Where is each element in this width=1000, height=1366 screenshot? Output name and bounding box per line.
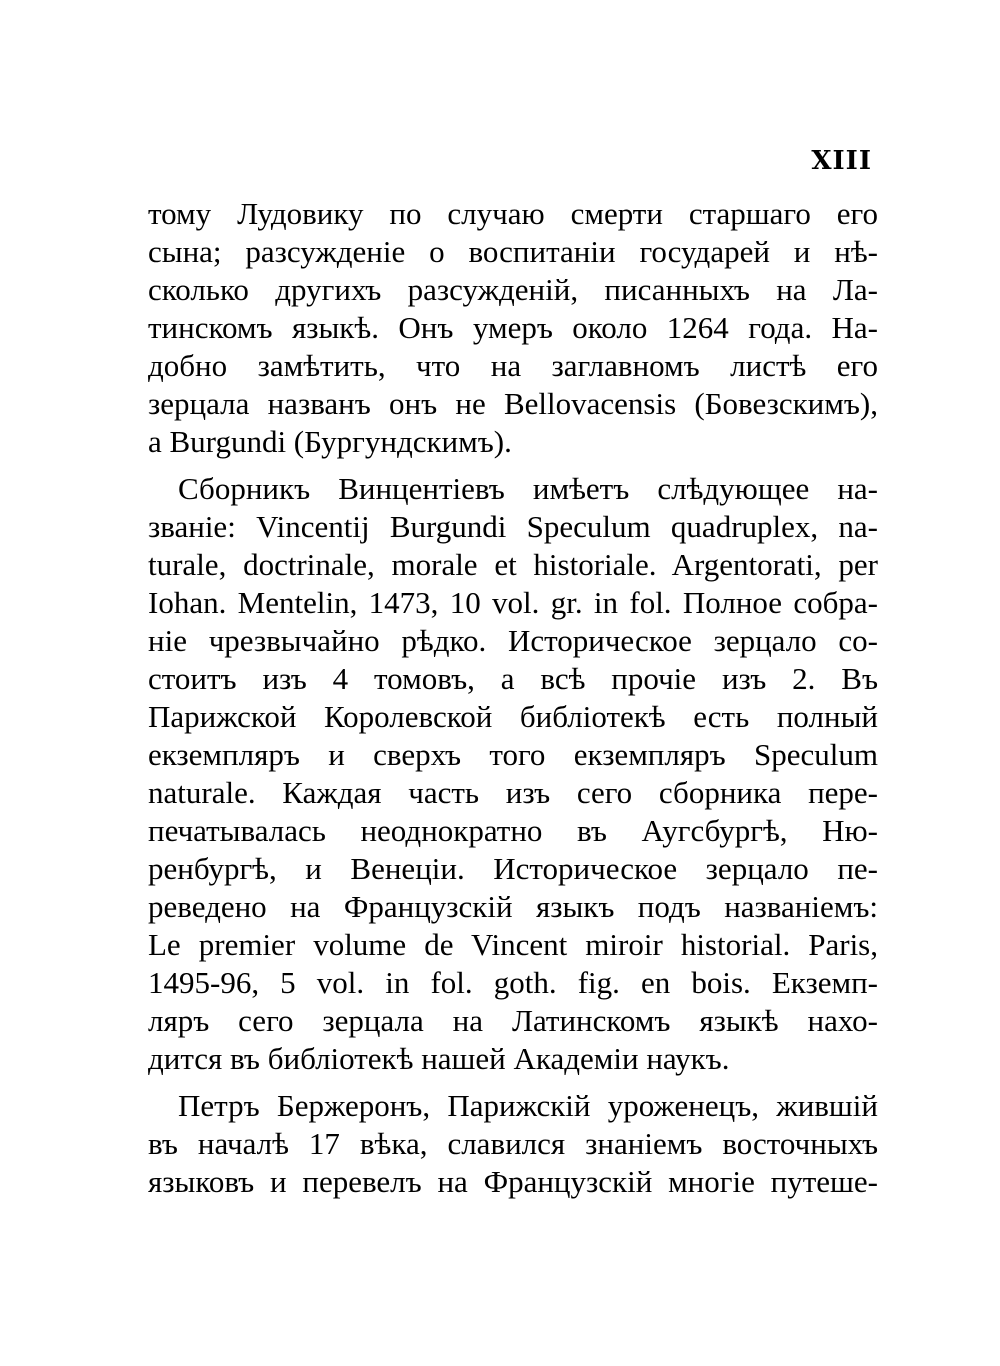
text-line: въ началѣ 17 вѣка, славился знаніемъ восточныхъ <box>148 1126 878 1161</box>
text-line: языковъ и перевелъ на Французскій многіе путеше- <box>148 1164 878 1199</box>
text-line: стоитъ изъ 4 томовъ, а всѣ прочіе изъ 2. Въ <box>148 661 878 696</box>
text-line: добно замѣтить, что на заглавномъ листѣ его <box>148 348 878 383</box>
text-line: сына; разсужденіе о воспитаніи государей и нѣ- <box>148 234 878 269</box>
text-line: екземпляръ и сверхъ того екземпляръ Speculum <box>148 737 878 772</box>
text-line: naturale. Каждая часть изъ сего сборника пере- <box>148 775 878 810</box>
text-line: сколько другихъ разсужденій, писанныхъ на Ла- <box>148 272 878 307</box>
text-line: печатывалась неоднократно въ Аугсбургѣ, Ню- <box>148 813 878 848</box>
text-line: тому Лудовику по случаю смерти старшаго его <box>148 196 878 231</box>
text-line: Парижской Королевской библіотекѣ есть полный <box>148 699 878 734</box>
text-line: Сборникъ Винцентіевъ имѣетъ слѣдующее на- <box>178 471 878 506</box>
text-line: ляръ сего зерцала на Латинскомъ языкѣ нахо- <box>148 1003 878 1038</box>
text-line: Le premier volume de Vincent miroir historial. Paris, <box>148 927 878 962</box>
text-line: реведено на Французскій языкъ подъ названіемъ: <box>148 889 878 924</box>
text-line: дится въ библіотекѣ нашей Академіи наукъ. <box>148 1041 730 1076</box>
text-line: ренбургѣ, и Венеціи. Историческое зерцало пе- <box>148 851 878 886</box>
text-line: тинскомъ языкѣ. Онъ умеръ около 1264 года. На- <box>148 310 878 345</box>
text-line: ніе чрезвычайно рѣдко. Историческое зерцало со- <box>148 623 878 658</box>
text-line: 1495-96, 5 vol. in fol. goth. fig. en bois. Екземп- <box>148 965 878 1000</box>
page-number: XIII <box>811 146 872 176</box>
text-line: turale, doctrinale, morale et historiale. Argentorati, per <box>148 547 878 582</box>
text-line: званіе: Vincentij Burgundi Speculum quadruplex, na- <box>148 509 878 544</box>
text-line: Петръ Бержеронъ, Парижскій уроженецъ, жившій <box>178 1088 878 1123</box>
text-line: зерцала названъ онъ не Bellovacensis (Бовезскимъ), <box>148 386 878 421</box>
text-line: Iohan. Mentelin, 1473, 10 vol. gr. in fol. Полное собра- <box>148 585 878 620</box>
text-line: а Burgundi (Бургундскимъ). <box>148 424 512 459</box>
